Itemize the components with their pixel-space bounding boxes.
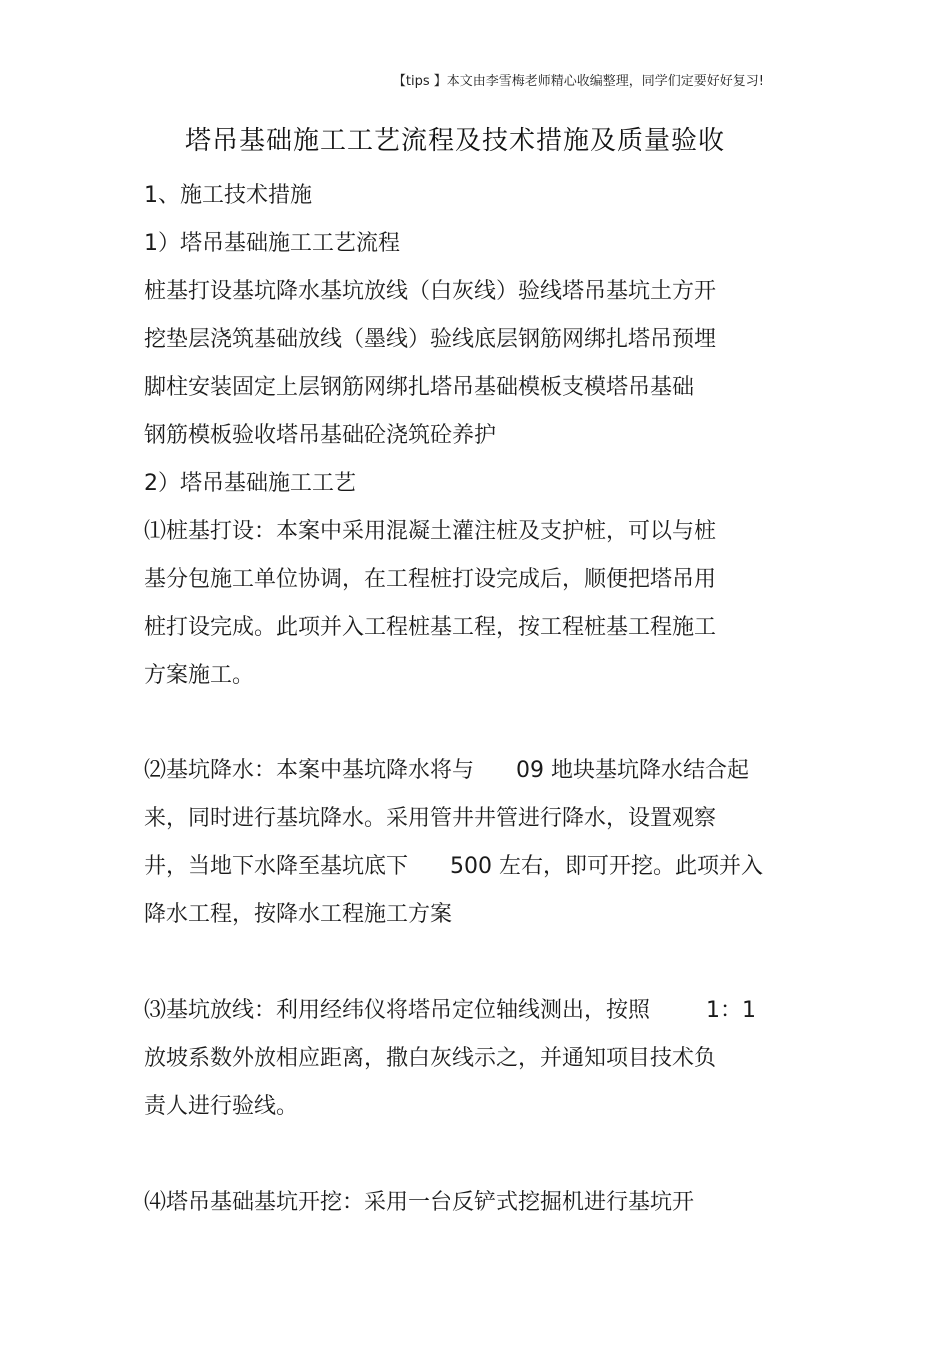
paragraph-line: 钢筋模板验收塔吊基础砼浇筑砼养护: [144, 423, 497, 448]
paragraph-line: 井，当地下水降至基坑底下 500 左右，即可开挖。此项并入: [144, 854, 763, 879]
paragraph-line: ⑷塔吊基础基坑开挖：采用一台反铲式挖掘机进行基坑开: [144, 1190, 695, 1215]
paragraph-line: ⑴桩基打设：本案中采用混凝土灌注桩及支护桩，可以与桩: [144, 519, 717, 544]
paragraph-line: 桩打设完成。此项并入工程桩基工程，按工程桩基工程施工: [144, 615, 717, 640]
paragraph-line: 来，同时进行基坑降水。采用管井井管进行降水，设置观察: [144, 806, 717, 831]
paragraph-line: 挖垫层浇筑基础放线（墨线）验线底层钢筋网绑扎塔吊预埋: [144, 327, 717, 352]
paragraph-line: 基分包施工单位协调，在工程桩打设完成后，顺便把塔吊用: [144, 567, 717, 592]
paragraph-line: ⑶基坑放线：利用经纬仪将塔吊定位轴线测出，按照 1：1: [144, 998, 756, 1023]
paragraph-line: 责人进行验线。: [144, 1094, 299, 1119]
paragraph-line: 脚柱安装固定上层钢筋网绑扎塔吊基础模板支模塔吊基础: [144, 375, 695, 400]
section-heading: 1、施工技术措施: [144, 183, 312, 208]
paragraph-line: 桩基打设基坑降水基坑放线（白灰线）验线塔吊基坑土方开: [144, 279, 717, 304]
paragraph-line: ⑵基坑降水：本案中基坑降水将与 09 地块基坑降水结合起: [144, 758, 749, 783]
paragraph-line: 方案施工。: [144, 663, 255, 688]
paragraph-line: 降水工程，按降水工程施工方案: [144, 902, 453, 927]
document-title: 塔吊基础施工工艺流程及技术措施及质量验收: [184, 126, 725, 156]
subsection-heading: 1）塔吊基础施工工艺流程: [144, 231, 400, 256]
header-note: 【tips 】本文由李雪梅老师精心收编整理，同学们定要好好复习!: [392, 74, 764, 89]
paragraph-line: 放坡系数外放相应距离，撒白灰线示之，并通知项目技术负: [144, 1046, 717, 1071]
subsection-heading: 2）塔吊基础施工工艺: [144, 471, 356, 496]
